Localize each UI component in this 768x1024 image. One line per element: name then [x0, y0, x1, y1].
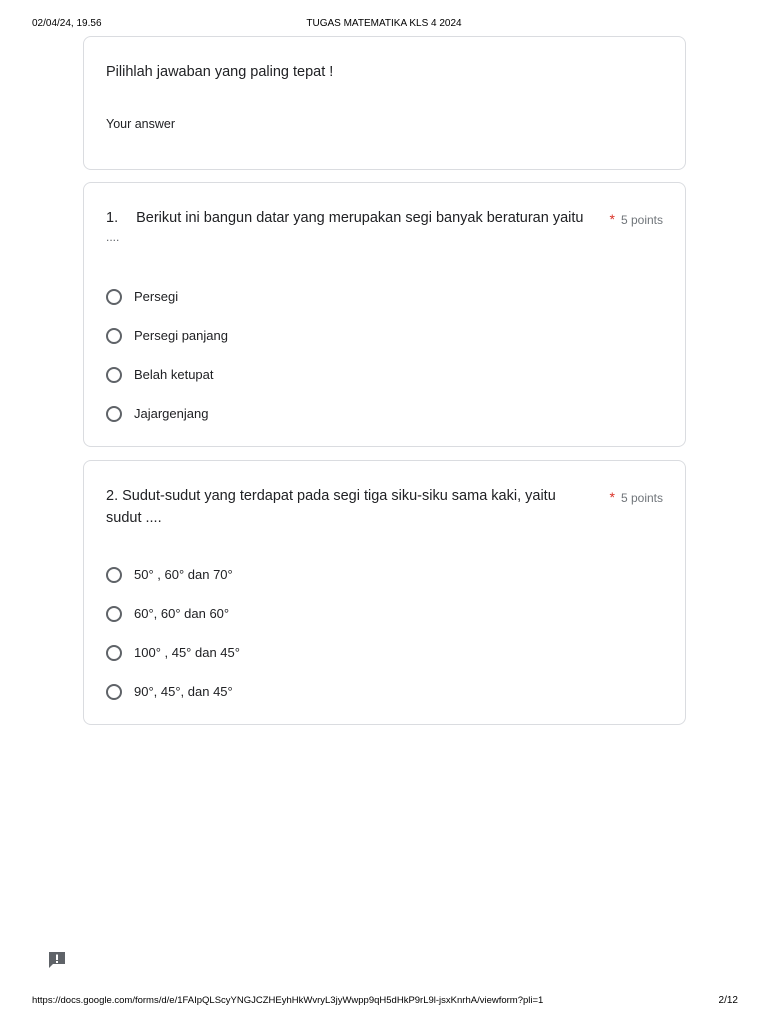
- points-label: 5 points: [620, 491, 663, 505]
- print-footer: [0, 995, 768, 1009]
- question-title: [106, 207, 586, 245]
- options-list: [106, 555, 240, 711]
- option-item[interactable]: [106, 316, 228, 355]
- radio-unchecked-icon[interactable]: [106, 606, 122, 622]
- instruction-card: [83, 36, 686, 170]
- option-label: 90°, 45°, dan 45°: [134, 684, 233, 699]
- required-asterisk: *: [609, 211, 615, 227]
- option-label: Jajargenjang: [134, 406, 209, 421]
- points-label: 5 points: [620, 213, 663, 227]
- option-item[interactable]: [106, 355, 228, 394]
- print-page-number: 2/12: [718, 995, 738, 1006]
- instruction-text: Pilihlah jawaban yang paling tepat !: [106, 64, 334, 80]
- print-header: [0, 18, 768, 32]
- report-problem-icon[interactable]: [47, 950, 67, 970]
- option-item[interactable]: [106, 277, 228, 316]
- option-item[interactable]: [106, 594, 240, 633]
- radio-unchecked-icon[interactable]: [106, 367, 122, 383]
- radio-unchecked-icon[interactable]: [106, 645, 122, 661]
- your-answer-field[interactable]: Your answer: [106, 117, 176, 131]
- question-text: Berikut ini bangun datar yang merupakan segi banyak beraturan yaitu: [136, 210, 584, 226]
- question-continuation: ....: [106, 230, 120, 244]
- options-list: [106, 277, 228, 433]
- required-asterisk: *: [609, 489, 615, 505]
- question-meta: [610, 489, 663, 505]
- option-label: 50° , 60° dan 70°: [134, 567, 233, 582]
- print-doc-title: TUGAS MATEMATIKA KLS 4 2024: [306, 18, 462, 29]
- option-item[interactable]: [106, 672, 240, 711]
- radio-unchecked-icon[interactable]: [106, 328, 122, 344]
- radio-unchecked-icon[interactable]: [106, 684, 122, 700]
- question-card-1: [83, 182, 686, 447]
- radio-unchecked-icon[interactable]: [106, 289, 122, 305]
- option-label: 100° , 45° dan 45°: [134, 645, 240, 660]
- print-url: https://docs.google.com/forms/d/e/1FAIpQLScyYNGJCZHEyhHkWvryL3jyWwpp9qH5dHkP9rL9l-jsxKnrhA/viewform?pli=1: [32, 995, 544, 1006]
- option-item[interactable]: [106, 633, 240, 672]
- option-item[interactable]: [106, 555, 240, 594]
- question-title: [106, 485, 586, 529]
- option-label: Persegi panjang: [134, 328, 228, 343]
- option-item[interactable]: [106, 394, 228, 433]
- radio-unchecked-icon[interactable]: [106, 567, 122, 583]
- option-label: 60°, 60° dan 60°: [134, 606, 230, 621]
- option-label: Belah ketupat: [134, 367, 214, 382]
- option-label: Persegi: [134, 289, 179, 304]
- radio-unchecked-icon[interactable]: [106, 406, 122, 422]
- question-number: 1.: [106, 210, 119, 226]
- print-datetime: 02/04/24, 19.56: [32, 18, 102, 29]
- question-text: 2. Sudut-sudut yang terdapat pada segi tiga siku-siku sama kaki, yaitu sudut ....: [106, 488, 556, 526]
- question-meta: [610, 211, 663, 227]
- question-card-2: [83, 460, 686, 725]
